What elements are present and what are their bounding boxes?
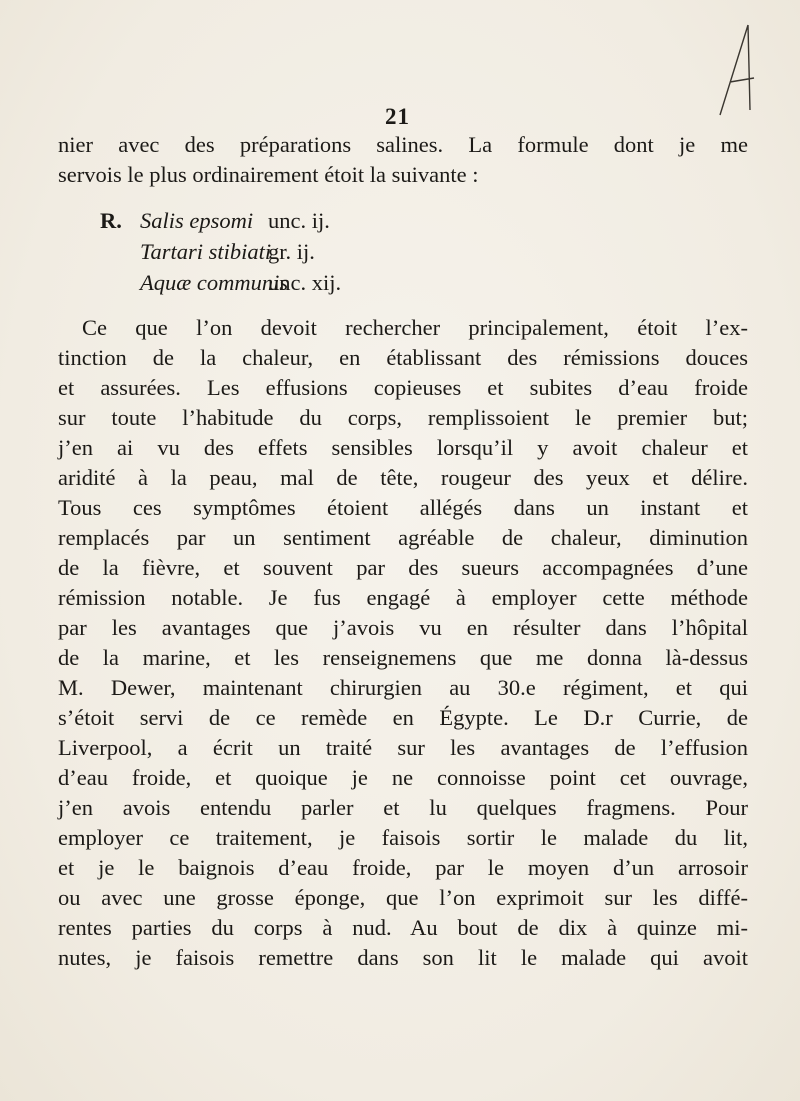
body-line: ou avec une grosse éponge, que l’on exprimoit sur les diffé- bbox=[58, 885, 748, 910]
body-line: j’en ai vu des effets sensibles lorsqu’il y avoit chaleur et bbox=[58, 435, 748, 460]
ingredient-dose: unc. ij. bbox=[268, 208, 330, 233]
ingredient-name: Aquæ communis bbox=[140, 270, 289, 295]
prescription-item bbox=[100, 268, 748, 299]
body-line: tinction de la chaleur, en établissant des rémissions douces bbox=[58, 345, 748, 370]
body-line: M. Dewer, maintenant chirurgien au 30.e régiment, et qui bbox=[58, 675, 748, 700]
prescription-item bbox=[100, 206, 748, 237]
recipe-symbol: R. bbox=[100, 208, 122, 233]
body-line: et assurées. Les effusions copieuses et subites d’eau froide bbox=[58, 375, 748, 400]
body-line: d’eau froide, et quoique je ne connoisse point cet ouvrage, bbox=[58, 765, 748, 790]
body-line: nutes, je faisois remettre dans son lit le malade qui avoit bbox=[58, 945, 748, 970]
ingredient-dose: gr. ij. bbox=[268, 239, 315, 264]
ingredient-name: Salis epsomi bbox=[140, 208, 254, 233]
ingredient-name: Tartari stibiati bbox=[140, 239, 272, 264]
body-line: Liverpool, a écrit un traité sur les avantages de l’effusion bbox=[58, 735, 748, 760]
body-line: aridité à la peau, mal de tête, rougeur des yeux et délire. bbox=[58, 465, 748, 490]
body-line: rémission notable. Je fus engagé à employer cette méthode bbox=[58, 585, 748, 610]
page-text bbox=[58, 130, 748, 973]
handwritten-mark bbox=[710, 20, 760, 120]
body-line: s’étoit servi de ce remède en Égypte. Le D.r Currie, de bbox=[58, 705, 748, 730]
body-line: Tous ces symptômes étoient allégés dans un instant et bbox=[58, 495, 748, 520]
body-line: rentes parties du corps à nud. Au bout de dix à quinze mi- bbox=[58, 915, 748, 940]
ingredient-dose: unc. xij. bbox=[268, 270, 342, 295]
body-line: employer ce traitement, je faisois sortir le malade du lit, bbox=[58, 825, 748, 850]
body-line: de la fièvre, et souvent par des sueurs accompagnées d’une bbox=[58, 555, 748, 580]
body-line: de la marine, et les renseignemens que me donna là-dessus bbox=[58, 645, 748, 670]
body-line: et je le baignois d’eau froide, par le moyen d’un arrosoir bbox=[58, 855, 748, 880]
prescription bbox=[100, 206, 748, 299]
intro-line-2: servois le plus ordinairement étoit la suivante : bbox=[58, 162, 479, 187]
body-line: remplacés par un sentiment agréable de chaleur, diminution bbox=[58, 525, 748, 550]
intro-line-1: nier avec des préparations salines. La formule dont je me bbox=[58, 132, 748, 157]
body-line: Ce que l’on devoit rechercher principalement, étoit l’ex- bbox=[82, 315, 748, 340]
prescription-item bbox=[100, 237, 748, 268]
body-line: sur toute l’habitude du corps, remplissoient le premier but; bbox=[58, 405, 748, 430]
body-line: par les avantages que j’avois vu en résulter dans l’hôpital bbox=[58, 615, 748, 640]
body-line: j’en avois entendu parler et lu quelques fragmens. Pour bbox=[58, 795, 748, 820]
page-number: 21 bbox=[385, 104, 410, 129]
